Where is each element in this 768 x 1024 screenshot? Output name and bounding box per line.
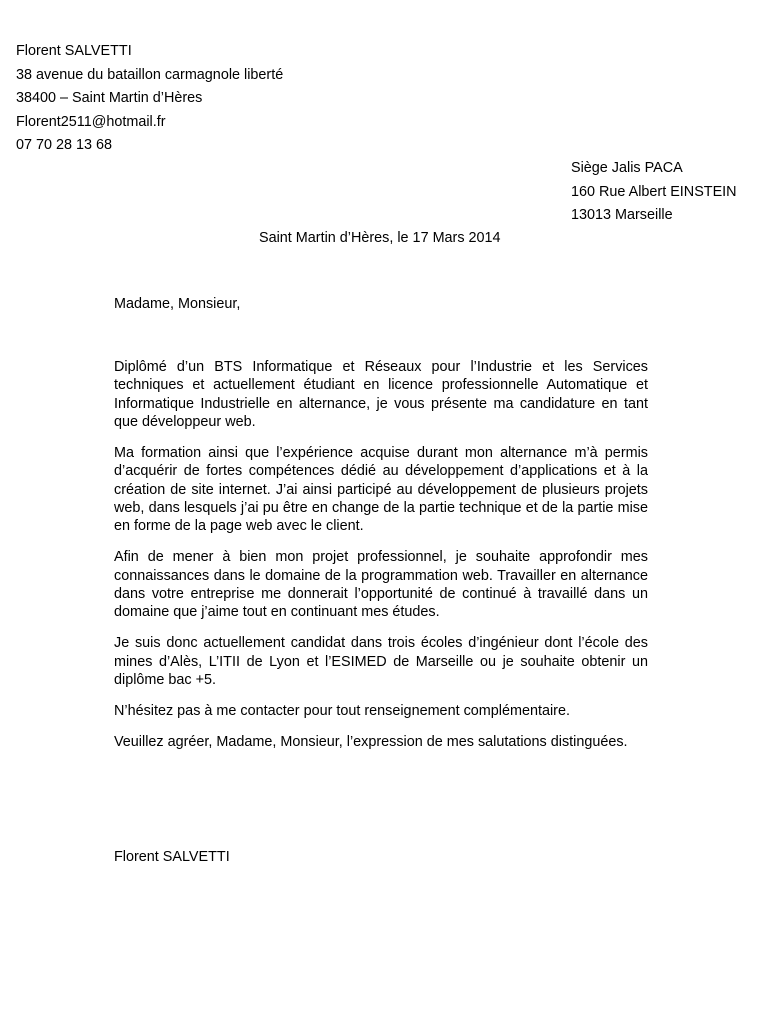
recipient-address-block — [571, 157, 737, 228]
salutation: Madame, Monsieur, — [114, 296, 241, 312]
sender-name: Florent SALVETTI — [16, 43, 132, 59]
body-paragraph: Diplômé d’un BTS Informatique et Réseaux pour l’Industrie et les Services techniques et actuellement étudiant en licence professionnelle Automatique et Informatique Industrielle en alternance, je vous présente ma candidature en tant que développeur web. — [114, 359, 648, 430]
sender-email: Florent2511@hotmail.fr — [16, 113, 166, 130]
sender-phone: 07 70 28 13 68 — [16, 137, 113, 153]
sender-address-block — [16, 40, 283, 158]
recipient-street: 160 Rue Albert EINSTEIN — [571, 183, 737, 200]
body-paragraph: Afin de mener à bien mon projet professionnel, je souhaite approfondir mes connaissances dans le domaine de la programmation web. Travailler en alternance dans votre entreprise me donnerait l’opportunité de continué à travaillé dans un domaine que j’aime tout en continuant mes études. — [114, 549, 648, 621]
sender-street: 38 avenue du bataillon carmagnole liberté — [16, 66, 284, 83]
date-line: Saint Martin d’Hères, le 17 Mars 2014 — [259, 230, 501, 246]
sender-city: 38400 – Saint Martin d’Hères — [16, 90, 203, 106]
body-paragraph: Je suis donc actuellement candidat dans trois écoles d’ingénieur dont l’école des mines d’Alès, L’ITII de Lyon et l’ESIMED de Marseille ou je souhaite obtenir un diplôme bac +5. — [114, 635, 648, 688]
recipient-name: Siège Jalis PACA — [571, 160, 683, 176]
signature: Florent SALVETTI — [114, 849, 230, 865]
body-paragraph: N’hésitez pas à me contacter pour tout renseignement complémentaire. — [114, 702, 570, 719]
letter-body — [114, 358, 648, 764]
body-paragraph: Ma formation ainsi que l’expérience acquise durant mon alternance m’à permis d’acquérir de fortes compétences dédié au développement d’applications et à la création de site internet. J’ai ainsi participé au développement de plusieurs projets web, dans lesquels j’ai pu être en change de la partie technique et de la partie mise en forme de la page web avec le client. — [114, 444, 648, 535]
body-paragraph: Veuillez agréer, Madame, Monsieur, l’expression de mes salutations distinguées. — [114, 734, 628, 751]
recipient-city: 13013 Marseille — [571, 207, 673, 223]
